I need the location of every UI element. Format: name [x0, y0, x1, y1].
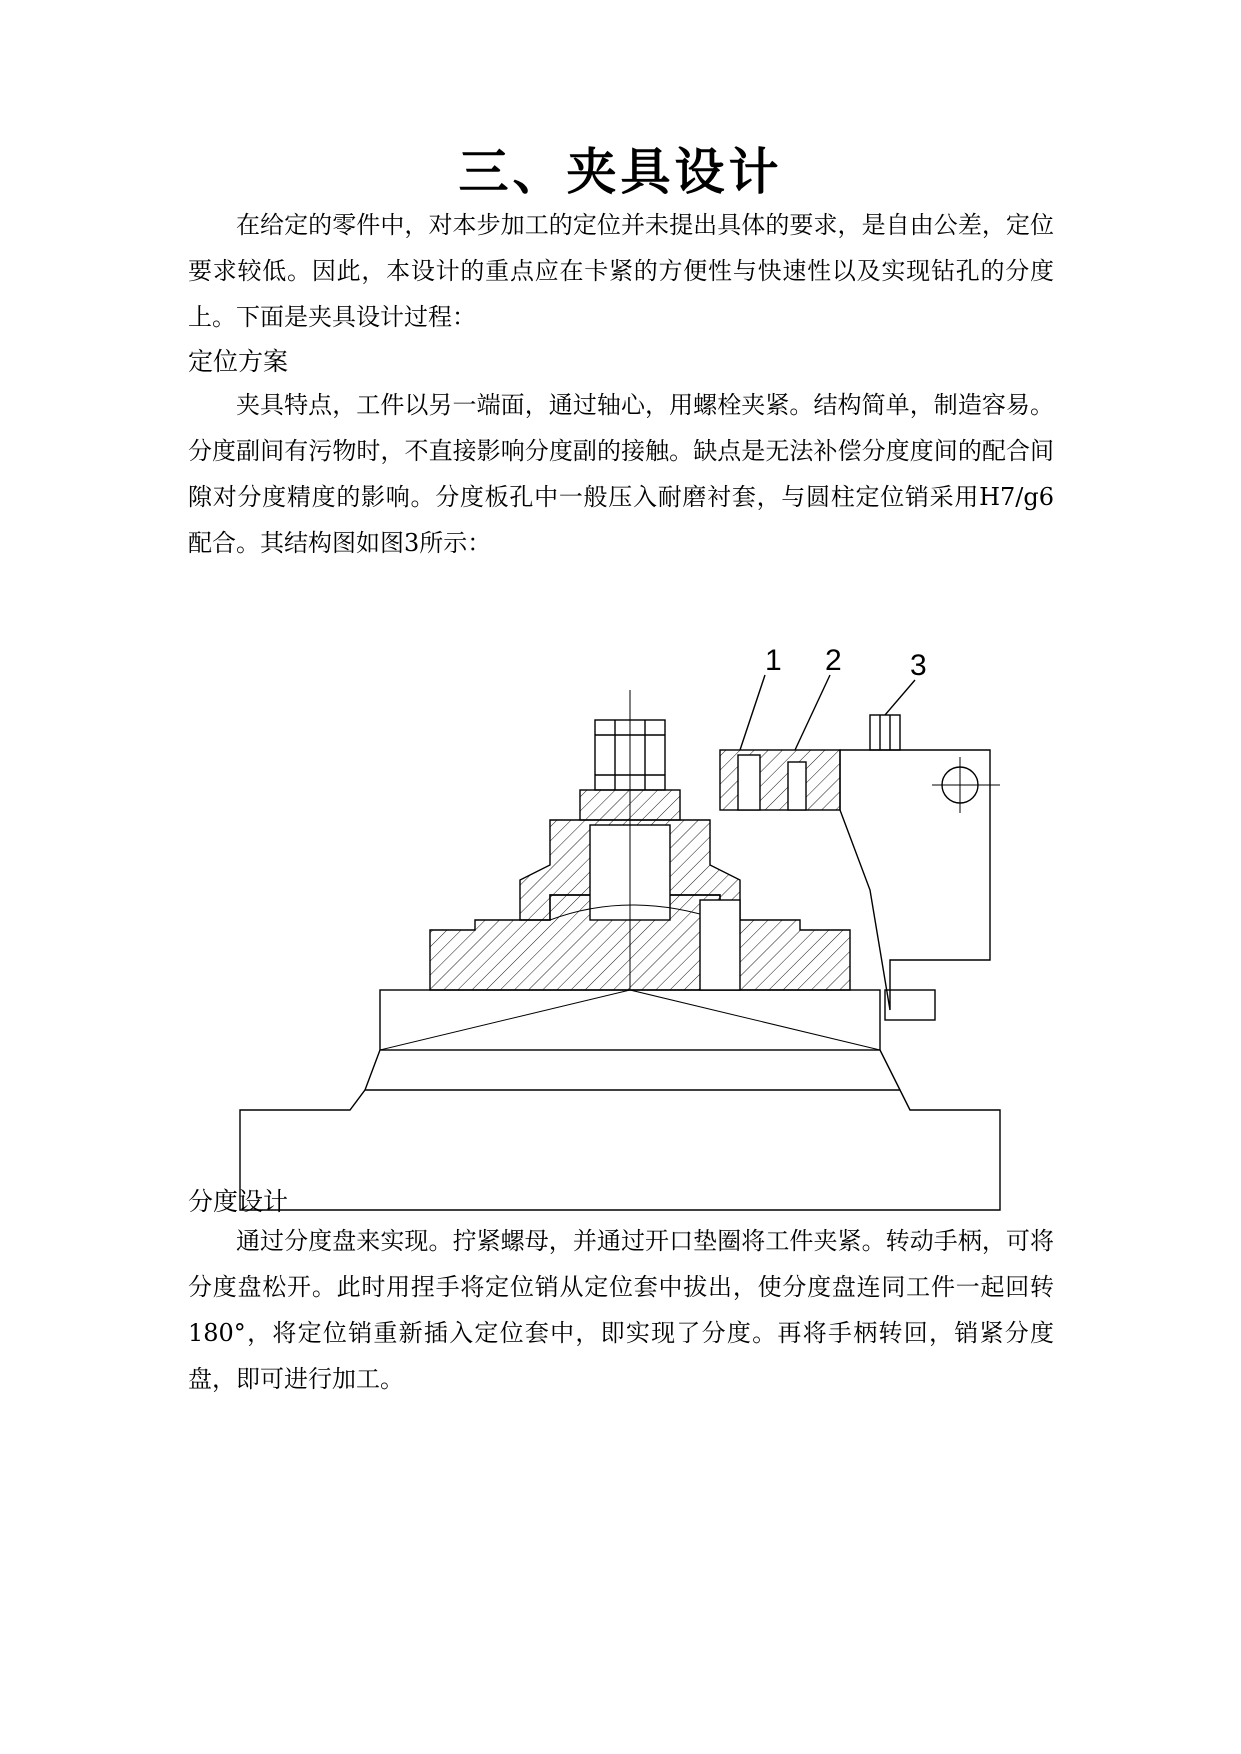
- section-heading-indexing: 分度设计: [188, 1187, 289, 1216]
- indexing-pin: [700, 900, 740, 990]
- page-title: 三、夹具设计: [458, 143, 783, 201]
- positioning-paragraph: 夹具特点，工件以另一端面，通过轴心，用螺栓夹紧。结构简单，制造容易。分度副间有污物时，不直接影响分度副的接触。缺点是无法补偿分度度间的配合间隙对分度精度的影响。分度板孔中一般压入耐磨衬套，与圆柱定位销采用H7/g6配合。其结构图如图3所示：: [188, 391, 1054, 557]
- callout-2: 2: [825, 644, 842, 677]
- base-plate: [240, 1090, 1000, 1210]
- section-heading-positioning: 定位方案: [188, 347, 289, 376]
- middle-block: [365, 1050, 900, 1090]
- intro-paragraph: 在给定的零件中，对本步加工的定位并未提出具体的要求，是自由公差，定位要求较低。因此，本设计的重点应在卡紧的方便性与快速性以及实现钻孔的分度上。下面是夹具设计过程：: [188, 211, 1054, 331]
- index-plate: [380, 990, 880, 1050]
- fixture-structure-drawing: [220, 644, 1100, 1270]
- indexing-paragraph: 通过分度盘来实现。拧紧螺母，并通过开口垫圈将工件夹紧。转动手柄，可将分度盘松开。此时用捏手将定位销从定位套中拔出，使分度盘连同工件一起回转180°，将定位销重新插入定位套中，即实现了分度。再将手柄转回，销紧分度盘，即可进行加工。: [188, 1227, 1054, 1393]
- callout-3: 3: [910, 649, 927, 682]
- base-nut: [885, 990, 935, 1020]
- handle-arm: [840, 750, 990, 1010]
- clamp-bolt: [870, 715, 900, 750]
- callout-1: 1: [765, 644, 782, 677]
